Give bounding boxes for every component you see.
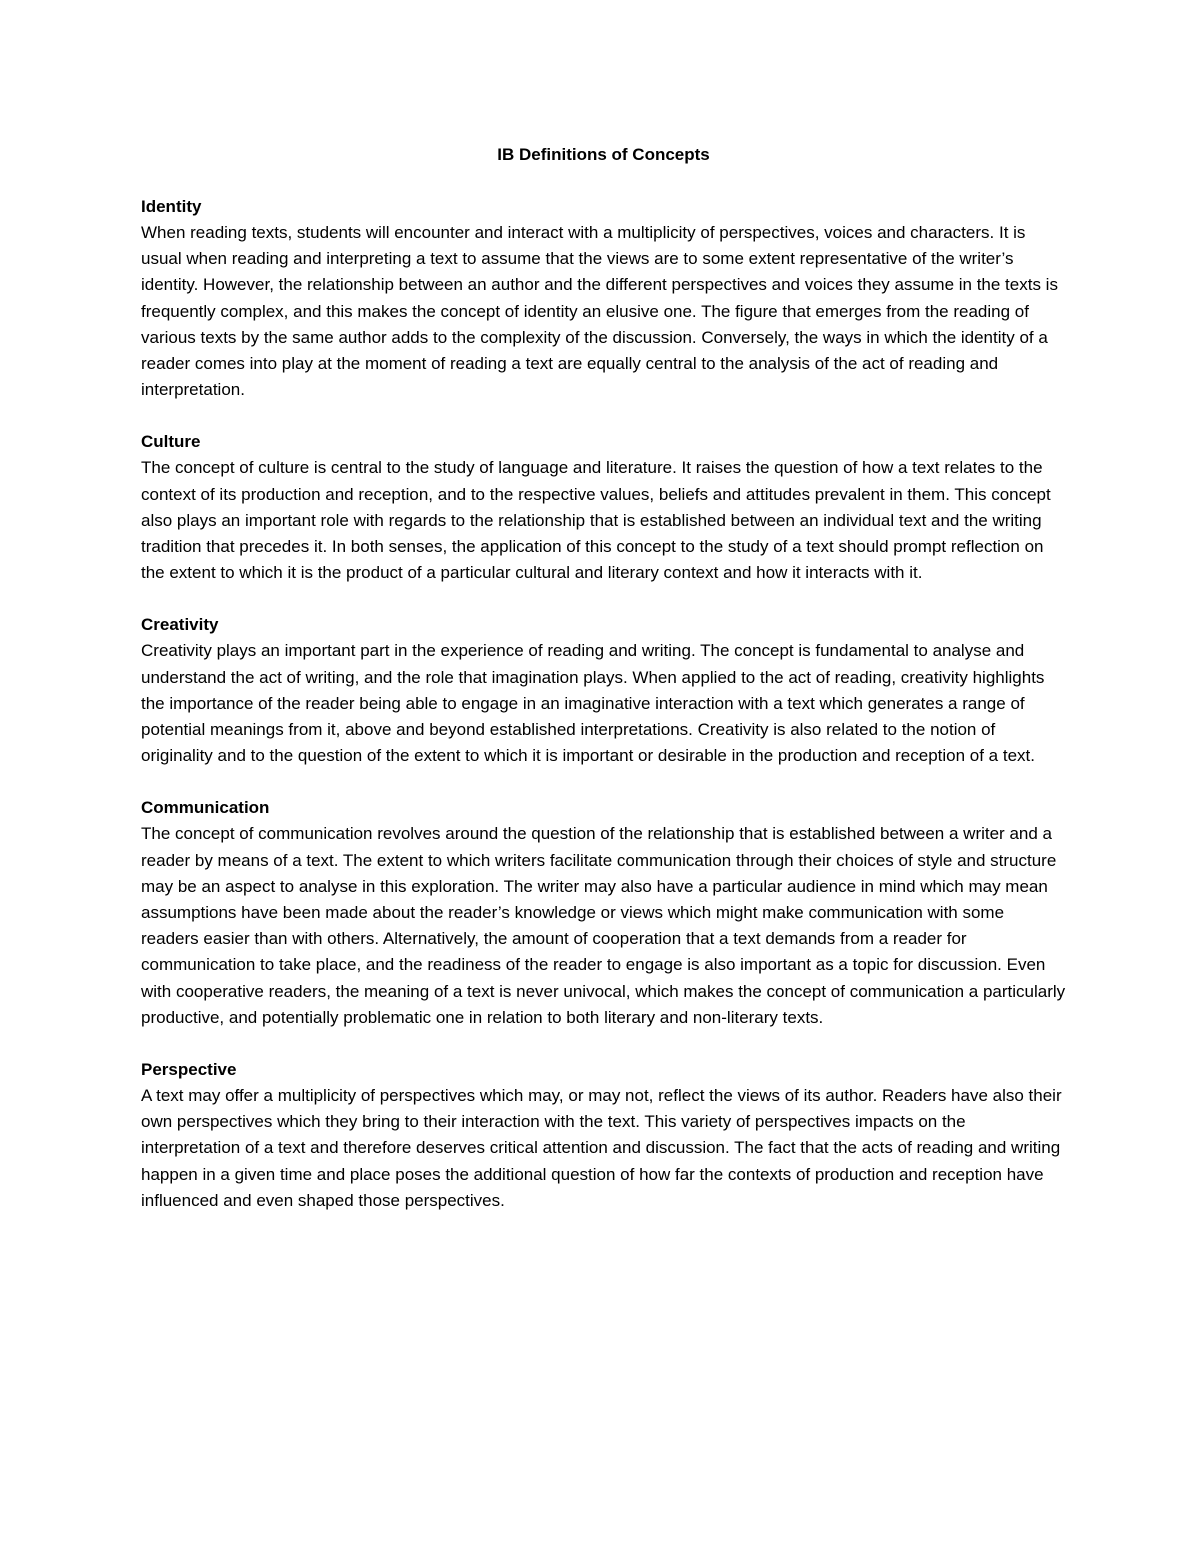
section-body: The concept of culture is central to the study of language and literature. It raises the question of how a text relates to the context of its production and reception, and to the respective values, beliefs and attitudes prevalent in them. This concept also plays an important role with regards to the relationship that is established between an individual text and the writing tradition that precedes it. In both senses, the application of this concept to the study of a text should prompt reflection on the extent to which it is the product of a particular cultural and literary context and how it interacts with it. xyxy=(141,458,1051,583)
section-heading: Communication xyxy=(141,798,270,818)
section-body: When reading texts, students will encounter and interact with a multiplicity of perspectives, voices and characters. It is usual when reading and interpreting a text to assume that the views are to some extent representative of the writer’s identity. However, the relationship between an author and the different perspectives and voices they assume in the texts is frequently complex, and this makes the concept of identity an elusive one. The figure that emerges from the reading of various texts by the same author adds to the complexity of the discussion. Conversely, the ways in which the identity of a reader comes into play at the moment of reading a text are equally central to the analysis of the act of reading and interpretation. xyxy=(141,223,1058,400)
section-identity xyxy=(141,194,1066,403)
section-body: The concept of communication revolves around the question of the relationship that is established between a writer and a reader by means of a text. The extent to which writers facilitate communication through their choices of style and structure may be an aspect to analyse in this exploration. The writer may also have a particular audience in mind which may mean assumptions have been made about the reader’s knowledge or views which might make communication with some readers easier than with others. Alternatively, the amount of cooperation that a text demands from a reader for communication to take place, and the readiness of the reader to engage is also important as a topic for discussion. Even with cooperative readers, the meaning of a text is never univocal, which makes the concept of communication a particularly productive, and potentially problematic one in relation to both literary and non-literary texts. xyxy=(141,824,1066,1027)
section-heading: Perspective xyxy=(141,1060,237,1080)
document-content xyxy=(141,142,1066,1240)
section-communication xyxy=(141,795,1066,1031)
section-creativity xyxy=(141,612,1066,769)
section-heading: Culture xyxy=(141,432,201,452)
section-culture xyxy=(141,429,1066,586)
section-body: Creativity plays an important part in the experience of reading and writing. The concept is fundamental to analyse and understand the act of writing, and the role that imagination plays. When applied to the act of reading, creativity highlights the importance of the reader being able to engage in an imaginative interaction with a text which generates a range of potential meanings from it, above and beyond established interpretations. Creativity is also related to the notion of originality and to the question of the extent to which it is important or desirable in the production and reception of a text. xyxy=(141,641,1045,766)
section-heading: Creativity xyxy=(141,615,219,635)
section-perspective xyxy=(141,1057,1066,1214)
section-body: A text may offer a multiplicity of perspectives which may, or may not, reflect the views of its author. Readers have also their own perspectives which they bring to their interaction with the text. This variety of perspectives impacts on the interpretation of a text and therefore deserves critical attention and discussion. The fact that the acts of reading and writing happen in a given time and place poses the additional question of how far the contexts of production and reception have influenced and even shaped those perspectives. xyxy=(141,1086,1062,1210)
section-heading: Identity xyxy=(141,197,202,216)
document-title: IB Definitions of Concepts xyxy=(497,145,710,164)
